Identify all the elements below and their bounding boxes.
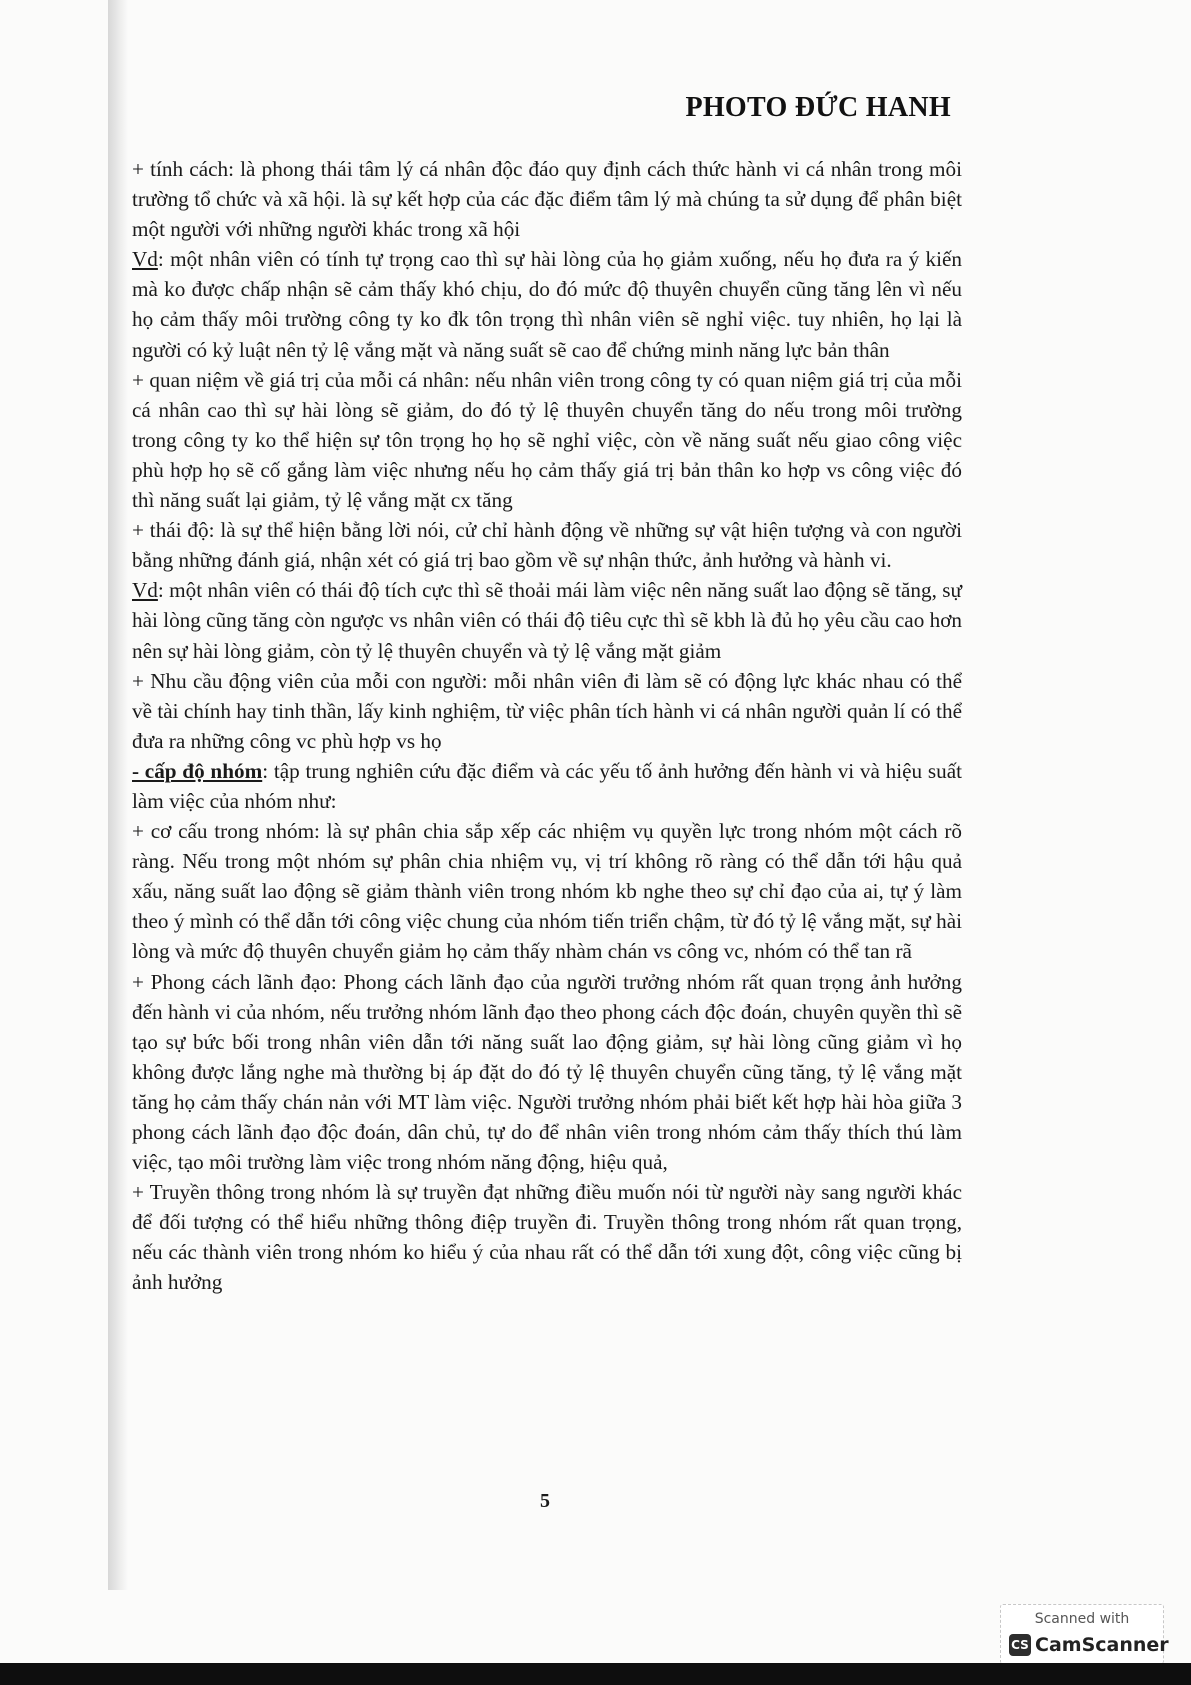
page-number: 5 — [540, 1490, 550, 1512]
page-header: PHOTO ĐỨC HANH — [685, 92, 951, 123]
watermark-brand: CamScanner — [1035, 1634, 1169, 1656]
example-label: Vd — [132, 578, 158, 603]
paragraph-personality-example — [132, 244, 962, 364]
paragraph-group-communication: + Truyền thông trong nhóm là sự truyền đạt những điều muốn nói từ người này sang người khác để đối tượng có thể hiểu những thông điệp truyền đi. Truyền thông trong nhóm rất quan trọng, nếu các thành viên trong nhóm ko hiểu ý của nhau rất có thể dẫn tới xung đột, công việc cũng bị ảnh hưởng — [132, 1180, 962, 1295]
paragraph-leadership-style: + Phong cách lãnh đạo: Phong cách lãnh đạo của người trưởng nhóm rất quan trọng ảnh hưởng đến hành vi của nhóm, nếu trưởng nhóm lãnh đạo theo phong cách độc đoán, chuyên quyền thì sẽ tạo sự bức bối trong nhân viên dẫn tới năng suất lao động giảm, sự hài lòng cũng giảm vì họ không được lắng nghe mà thường bị áp đặt do đó tỷ lệ thuyên chuyển cũng tăng, tỷ lệ vắng mặt tăng họ cảm thấy chán nản với MT làm việc. Người trưởng nhóm phải biết kết hợp hài hòa giữa 3 phong cách lãnh đạo độc đoán, dân chủ, tự do để nhân viên trong nhóm cảm thấy thích thú làm việc, tạo môi trường làm việc trong nhóm năng động, hiệu quả, — [132, 969, 962, 1175]
example-text: : một nhân viên có tính tự trọng cao thì sự hài lòng của họ giảm xuống, nếu họ đưa ra ý kiến mà ko được chấp nhận sẽ cảm thấy khó chịu, do đó mức độ thuyên chuyển cũng tăng lên vì nếu họ cảm thấy môi trường công ty ko đk tôn trọng thì nhân viên sẽ nghỉ việc. tuy nhiên, họ lại là người có kỷ luật nên tỷ lệ vắng mặt và năng suất sẽ cao để chứng minh năng lực bản thân — [132, 247, 962, 362]
paragraph-personality: + tính cách: là phong thái tâm lý cá nhân độc đáo quy định cách thức hành vi cá nhân trong môi trường tổ chức và xã hội. là sự kết hợp của các đặc điểm tâm lý mà chúng ta sử dụng để phân biệt một người với những người khác trong xã hội — [132, 157, 962, 242]
camscanner-watermark — [1000, 1604, 1169, 1664]
binding-shadow — [108, 0, 128, 1590]
paragraph-group-structure: + cơ cấu trong nhóm: là sự phân chia sắp xếp các nhiệm vụ quyền lực trong nhóm một cách rõ ràng. Nếu trong một nhóm sự phân chia nhiệm vụ, vị trí không rõ ràng có thể dẫn tới hậu quả xấu, năng suất lao động sẽ giảm thành viên trong nhóm kb nghe theo sự chỉ đạo của ai, tự ý làm theo ý mình có thể dẫn tới công việc chung của nhóm tiến triển chậm, từ đó tỷ lệ vắng mặt, sự hài lòng và mức độ thuyên chuyển giảm họ cảm thấy nhàm chán vs công vc, nhóm có thể tan rã — [132, 819, 962, 964]
watermark-caption: Scanned with — [1034, 1611, 1130, 1627]
bottom-edge-strip — [0, 1663, 1191, 1685]
group-level-text: : tập trung nghiên cứu đặc điểm và các yếu tố ảnh hưởng đến hành vi và hiệu suất làm việc của nhóm như: — [132, 758, 962, 813]
example-label: Vd — [132, 247, 158, 272]
paragraph-attitude-example — [132, 575, 962, 665]
paragraph-group-level — [132, 756, 962, 816]
example-text: : một nhân viên có thái độ tích cực thì sẽ thoải mái làm việc nên năng suất lao động sẽ tăng, sự hài lòng cũng tăng còn ngược vs nhân viên có thái độ tiêu cực thì sẽ kbh là đủ họ yêu cầu cao hơn nên sự hài lòng giảm, còn tỷ lệ thuyên chuyển và tỷ lệ vắng mặt giảm — [132, 578, 962, 663]
document-body — [132, 154, 962, 1298]
paragraph-attitude: + thái độ: là sự thể hiện bằng lời nói, cử chỉ hành động về những sự vật hiện tượng và con người bằng những đánh giá, nhận xét có giá trị bao gồm về sự nhận thức, ảnh hưởng và hành vi. — [132, 518, 962, 573]
group-level-label: - cấp độ nhóm — [132, 758, 263, 783]
paragraph-motivation: + Nhu cầu động viên của mỗi con người: mỗi nhân viên đi làm sẽ có động lực khác nhau có thể về tài chính hay tinh thần, lấy kinh nghiệm, từ việc phân tích hành vi cá nhân người quản lí có thể đưa ra những công vc phù hợp vs họ — [132, 668, 962, 753]
camscanner-logo-icon: CS — [1009, 1634, 1031, 1656]
paragraph-values: + quan niệm về giá trị của mỗi cá nhân: nếu nhân viên trong công ty có quan niệm giá trị của mỗi cá nhân cao thì sự hài lòng sẽ giảm, do đó tỷ lệ thuyên chuyển tăng do nếu trong môi trường trong công ty ko thể hiện sự tôn trọng họ họ sẽ nghỉ việc, còn về năng suất nếu giao công việc phù hợp họ sẽ cố gắng làm việc nhưng nếu họ cảm thấy giá trị bản thân ko hợp vs công việc đó thì năng suất lại giảm, tỷ lệ vắng mặt cx tăng — [132, 367, 962, 513]
